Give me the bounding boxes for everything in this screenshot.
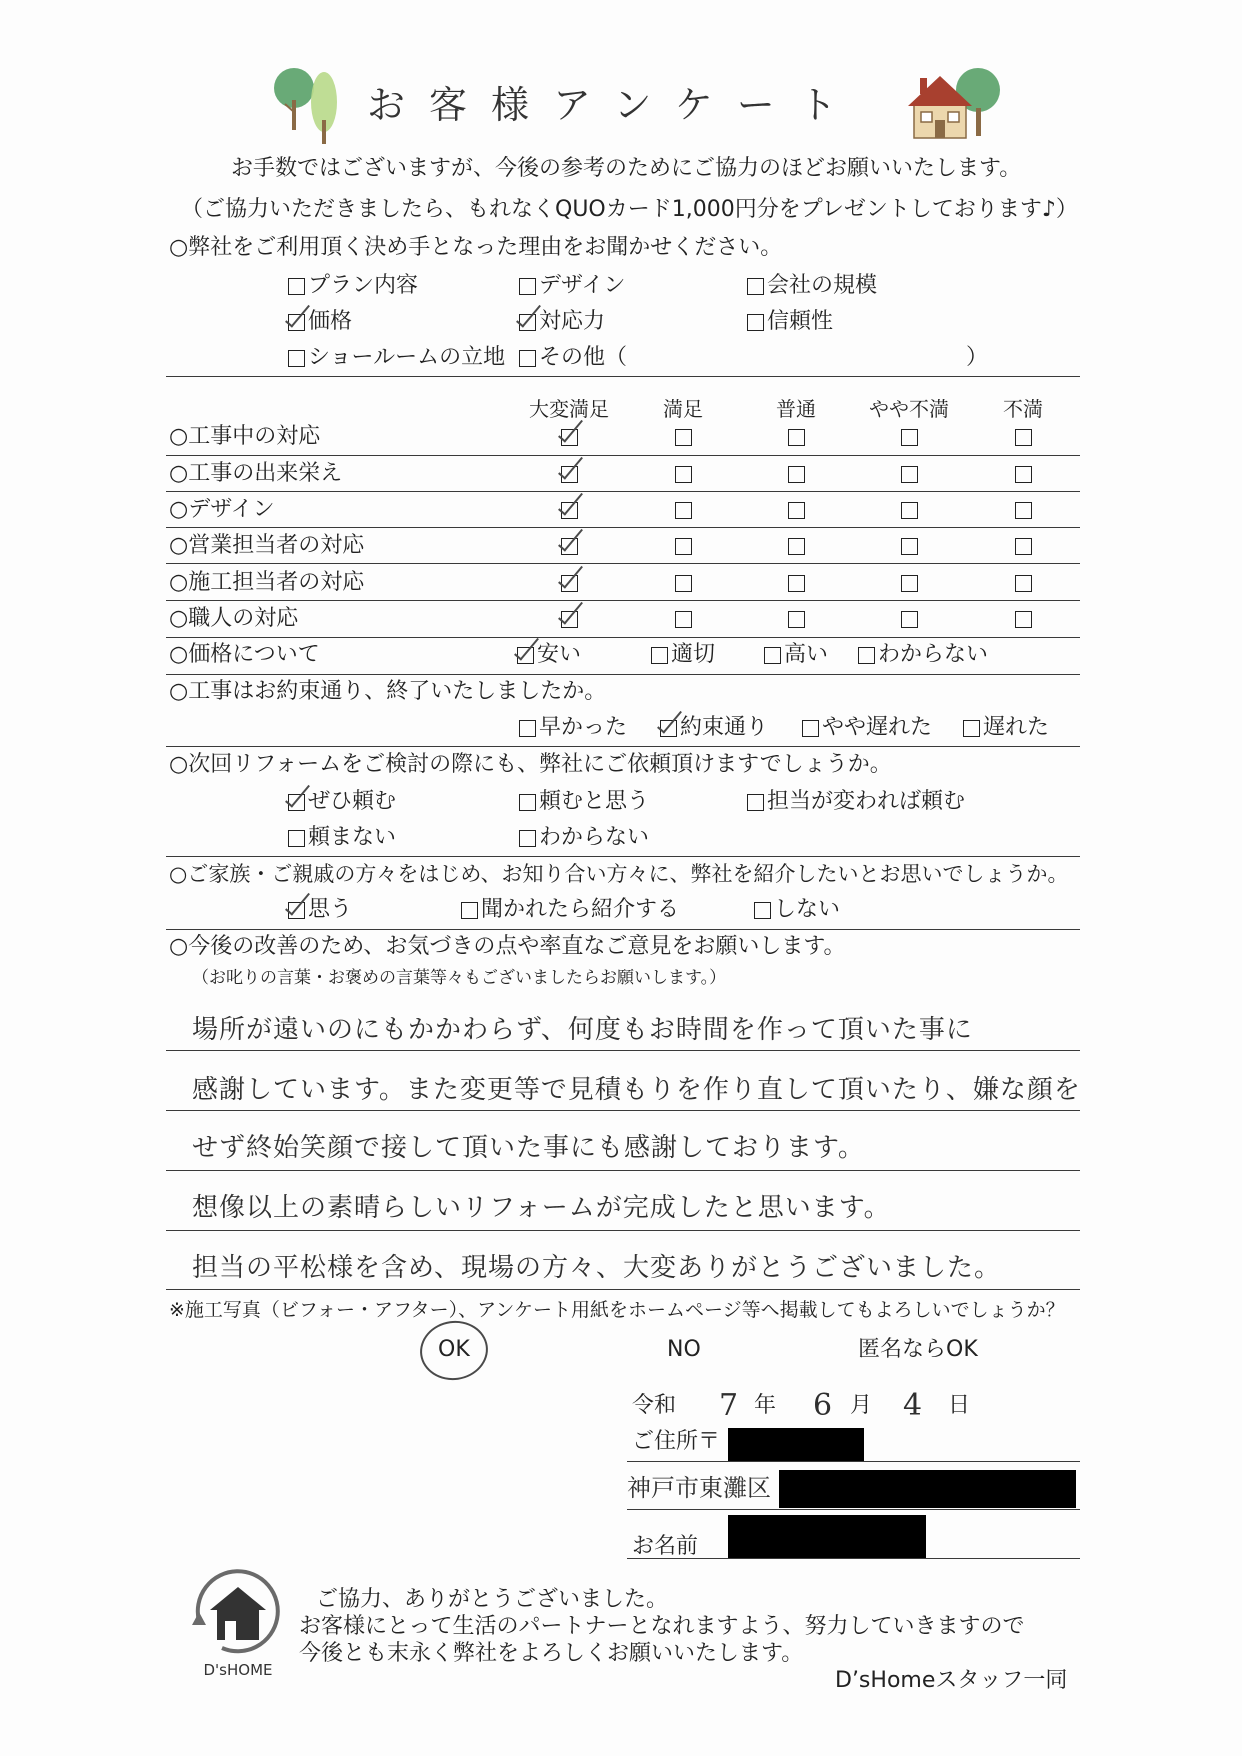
option-price-unknown[interactable] <box>858 642 988 668</box>
name-label: お名前 <box>632 1534 699 1559</box>
checkbox[interactable] <box>802 720 819 737</box>
intro-line-2: （ご協力いただきましたら、もれなくQUOカード1,000円分をプレゼントしております♪） <box>181 197 1078 222</box>
house-circle-arrow-icon <box>182 1565 286 1681</box>
checkbox[interactable] <box>288 830 305 847</box>
option-label: 適切 <box>671 642 716 667</box>
checkbox[interactable] <box>519 350 536 367</box>
checkbox-satisfied[interactable] <box>675 429 692 446</box>
logo-text: D'sHOME <box>203 1661 273 1679</box>
handwritten-comment-line: 場所が遠いのにもかかわらず、何度もお時間を作って頂いた事に <box>192 1015 973 1045</box>
checkbox[interactable] <box>288 794 305 811</box>
option-label: プラン内容 <box>308 273 419 298</box>
comments-question: ○今後の改善のため、お気づきの点や率直なご意見をお願いします。 <box>169 934 846 959</box>
rating-row-construction-staff <box>0 570 1242 596</box>
price-question: ○価格について <box>169 642 320 667</box>
rating-row-label: ○工事の出来栄え <box>169 461 343 486</box>
divider <box>166 455 1080 456</box>
checkbox[interactable] <box>963 720 980 737</box>
option-label: 担当が変われば頼む <box>767 789 966 814</box>
permission-option-anonymous[interactable]: 匿名ならOK <box>858 1337 978 1362</box>
photo-permission-question: ※施工写真（ビフォー・アフター）、アンケート用紙をホームページ等へ掲載してもよろしいでしょうか？ <box>169 1299 1065 1321</box>
date-day[interactable]: 4 <box>903 1388 924 1423</box>
rating-row-craftsmen <box>0 606 1242 632</box>
option-label: 頼まない <box>308 825 397 850</box>
handwritten-comment-line: 想像以上の素晴らしいリフォームが完成したと思います。 <box>192 1193 891 1223</box>
checkbox[interactable] <box>519 830 536 847</box>
checkbox-neutral[interactable] <box>788 429 805 446</box>
checkbox[interactable] <box>288 350 305 367</box>
next-request-question: ○次回リフォームをご検討の際にも、弊社にご依頼頂けますでしょうか。 <box>169 752 892 777</box>
schedule-question: ○工事はお約束通り、終了いたしましたか。 <box>169 679 607 704</box>
option-on-schedule[interactable] <box>660 715 768 741</box>
house-with-tree-icon <box>906 64 1006 144</box>
checkbox-neutral[interactable] <box>788 466 805 483</box>
option-label: やや遅れた <box>822 715 933 740</box>
comment-line-rule <box>166 1050 1080 1051</box>
column-dissatisfied: 不満 <box>1003 397 1043 421</box>
checkbox-somewhat-dissatisfied[interactable] <box>901 502 918 519</box>
option-label: わからない <box>539 825 650 850</box>
option-label: その他（ <box>539 345 628 370</box>
checkbox[interactable] <box>747 278 764 295</box>
checkbox-very-satisfied[interactable] <box>561 466 578 483</box>
checkbox-very-satisfied[interactable] <box>561 502 578 519</box>
permission-option-ok[interactable]: OK <box>438 1337 470 1362</box>
permission-option-no[interactable]: NO <box>667 1337 701 1362</box>
checkbox-dissatisfied[interactable] <box>1015 611 1032 628</box>
divider <box>166 491 1080 492</box>
comment-line-rule <box>166 1170 1080 1171</box>
divider <box>166 637 1080 638</box>
checkbox-satisfied[interactable] <box>675 466 692 483</box>
footer-signature: D’sHomeスタッフ一同 <box>835 1668 1068 1693</box>
rating-row-sales-staff <box>0 533 1242 559</box>
divider <box>166 527 1080 528</box>
date-year[interactable]: 7 <box>719 1388 740 1423</box>
option-price-expensive[interactable] <box>764 642 828 668</box>
checkbox-somewhat-dissatisfied[interactable] <box>901 611 918 628</box>
column-neutral: 普通 <box>776 397 816 421</box>
checkbox-very-satisfied[interactable] <box>561 429 578 446</box>
checkbox-somewhat-dissatisfied[interactable] <box>901 538 918 555</box>
question-decision-reason: ○弊社をご利用頂く決め手となった理由をお聞かせください。 <box>169 235 783 260</box>
option-design[interactable] <box>519 273 625 299</box>
handwritten-comment-line: 担当の平松様を含め、現場の方々、大変ありがとうございました。 <box>192 1253 1001 1283</box>
rating-row-label: ○工事中の対応 <box>169 424 321 449</box>
checkbox-satisfied[interactable] <box>675 502 692 519</box>
divider <box>166 563 1080 564</box>
option-definitely[interactable] <box>288 789 396 815</box>
option-label: 会社の規模 <box>767 273 878 298</box>
footer-message-2: 今後とも末永く弊社をよろしくお願いいたします。 <box>299 1641 804 1666</box>
checkbox-somewhat-dissatisfied[interactable] <box>901 466 918 483</box>
column-satisfied: 満足 <box>663 397 703 421</box>
option-label: 遅れた <box>983 715 1050 740</box>
address-line <box>627 1461 1080 1462</box>
checkbox[interactable] <box>288 278 305 295</box>
checkbox[interactable] <box>764 647 781 664</box>
checkbox-neutral[interactable] <box>788 502 805 519</box>
option-label: デザイン <box>539 273 626 298</box>
option-label: 思う <box>308 897 353 922</box>
checkbox-somewhat-dissatisfied[interactable] <box>901 429 918 446</box>
option-showroom-location[interactable] <box>288 345 505 371</box>
comment-line-rule <box>166 1230 1080 1231</box>
option-price[interactable] <box>288 309 352 335</box>
checkbox[interactable] <box>519 794 536 811</box>
checkbox-somewhat-dissatisfied[interactable] <box>901 575 918 592</box>
other-close-paren: ） <box>966 345 989 370</box>
option-label: ショールームの立地 <box>308 345 506 370</box>
column-somewhat-dissatisfied: やや不満 <box>869 397 949 421</box>
handwritten-comment-line: せず終始笑顔で接して頂いた事にも感謝しております。 <box>192 1133 865 1163</box>
checkbox-neutral[interactable] <box>788 611 805 628</box>
referral-question: ○ご家族・ご親戚の方々をはじめ、お知り合い方々に、弊社を紹介したいとお思いでしょうか。 <box>169 862 1069 886</box>
option-slightly-late[interactable] <box>802 715 932 741</box>
checkbox[interactable] <box>519 720 536 737</box>
comment-line-rule <box>166 1110 1080 1111</box>
checkbox-satisfied[interactable] <box>675 538 692 555</box>
option-label: 信頼性 <box>767 309 834 334</box>
rating-row-design <box>0 497 1242 523</box>
date-month-unit: 月 <box>850 1393 873 1418</box>
checkbox-satisfied[interactable] <box>675 575 692 592</box>
option-label: 高い <box>784 642 829 667</box>
checkbox-dissatisfied[interactable] <box>1015 502 1032 519</box>
checkbox[interactable] <box>858 647 875 664</box>
rating-row-workmanship <box>0 461 1242 487</box>
column-very-satisfied: 大変満足 <box>529 397 609 421</box>
option-unsure[interactable] <box>519 825 649 851</box>
option-reliability[interactable] <box>747 309 833 335</box>
checkbox[interactable] <box>461 902 478 919</box>
checkbox[interactable] <box>660 720 677 737</box>
checkbox[interactable] <box>288 902 305 919</box>
address-city[interactable]: 神戸市東灘区 <box>627 1474 771 1502</box>
option-if-staff-changes[interactable] <box>747 789 965 815</box>
option-label: 早かった <box>539 715 628 740</box>
option-if-asked[interactable] <box>461 897 679 923</box>
divider <box>166 600 1080 601</box>
footer-message-1: お客様にとって生活のパートナーとなれますよう、努力していきますので <box>299 1614 1025 1639</box>
checkbox-dissatisfied[interactable] <box>1015 429 1032 446</box>
rating-row-label: ○営業担当者の対応 <box>169 533 365 558</box>
option-early[interactable] <box>519 715 627 741</box>
option-label: 頼むと思う <box>539 789 650 814</box>
checkbox-dissatisfied[interactable] <box>1015 538 1032 555</box>
option-probably[interactable] <box>519 789 649 815</box>
option-no[interactable] <box>754 897 840 923</box>
checkbox[interactable] <box>288 314 305 331</box>
checkbox-dissatisfied[interactable] <box>1015 466 1032 483</box>
date-era: 令和 <box>632 1393 677 1418</box>
footer-thanks: ご協力、ありがとうございました。 <box>316 1587 669 1612</box>
checkbox-very-satisfied[interactable] <box>561 611 578 628</box>
option-label: わからない <box>878 642 989 667</box>
option-label: 聞かれたら紹介する <box>481 897 680 922</box>
intro-line-1: お手数ではございますが、今後の参考のためにご協力のほどお願いいたします。 <box>231 156 1022 181</box>
name-line <box>627 1558 1080 1559</box>
checkbox-neutral[interactable] <box>788 538 805 555</box>
comments-note: （お叱りの言葉・お褒めの言葉等々もございましたらお願いします。） <box>192 968 727 988</box>
rating-row-label: ○施工担当者の対応 <box>169 570 365 595</box>
option-yes[interactable] <box>288 897 352 923</box>
address-label: ご住所〒 <box>632 1429 721 1454</box>
date-month[interactable]: 6 <box>813 1388 834 1423</box>
rating-row-label: ○デザイン <box>169 497 275 522</box>
option-will-not[interactable] <box>288 825 396 851</box>
checkbox[interactable] <box>519 314 536 331</box>
checkbox-neutral[interactable] <box>788 575 805 592</box>
checkbox-very-satisfied[interactable] <box>561 575 578 592</box>
redacted-box <box>779 1470 1076 1508</box>
option-company-scale[interactable] <box>747 273 877 299</box>
comment-line-rule <box>166 1289 1080 1290</box>
option-price-fair[interactable] <box>651 642 715 668</box>
checkbox[interactable] <box>747 794 764 811</box>
divider <box>166 856 1080 857</box>
trees-icon <box>270 62 346 146</box>
divider <box>166 746 1080 747</box>
option-label: 約束通り <box>680 715 769 740</box>
checkbox[interactable] <box>517 647 534 664</box>
checkbox[interactable] <box>651 647 668 664</box>
checkbox[interactable] <box>754 902 771 919</box>
divider <box>166 929 1080 930</box>
checkbox-satisfied[interactable] <box>675 611 692 628</box>
option-responsiveness[interactable] <box>519 309 605 335</box>
rating-row-label: ○職人の対応 <box>169 606 299 631</box>
divider <box>166 674 1080 675</box>
handwritten-comment-line: 感謝しています。また変更等で見積もりを作り直して頂いたり、嫌な顔を <box>192 1075 1081 1105</box>
redacted-box <box>728 1428 864 1462</box>
option-late[interactable] <box>963 715 1049 741</box>
option-label: 安い <box>537 642 582 667</box>
option-label: 対応力 <box>539 309 606 334</box>
redacted-box <box>728 1515 926 1558</box>
option-label: しない <box>774 897 841 922</box>
option-plan[interactable] <box>288 273 418 299</box>
option-price-cheap[interactable] <box>517 642 581 668</box>
date-day-unit: 日 <box>948 1393 971 1418</box>
page-title: お客様アンケート <box>367 83 861 127</box>
date-year-unit: 年 <box>754 1393 777 1418</box>
checkbox-dissatisfied[interactable] <box>1015 575 1032 592</box>
rating-row-during-construction <box>0 424 1242 450</box>
checkbox[interactable] <box>747 314 764 331</box>
divider <box>166 376 1080 377</box>
option-label: ぜひ頼む <box>308 789 397 814</box>
checkbox-very-satisfied[interactable] <box>561 538 578 555</box>
address-line-2 <box>627 1509 1080 1510</box>
option-label: 価格 <box>308 309 353 334</box>
option-other[interactable] <box>519 345 627 371</box>
checkbox[interactable] <box>519 278 536 295</box>
